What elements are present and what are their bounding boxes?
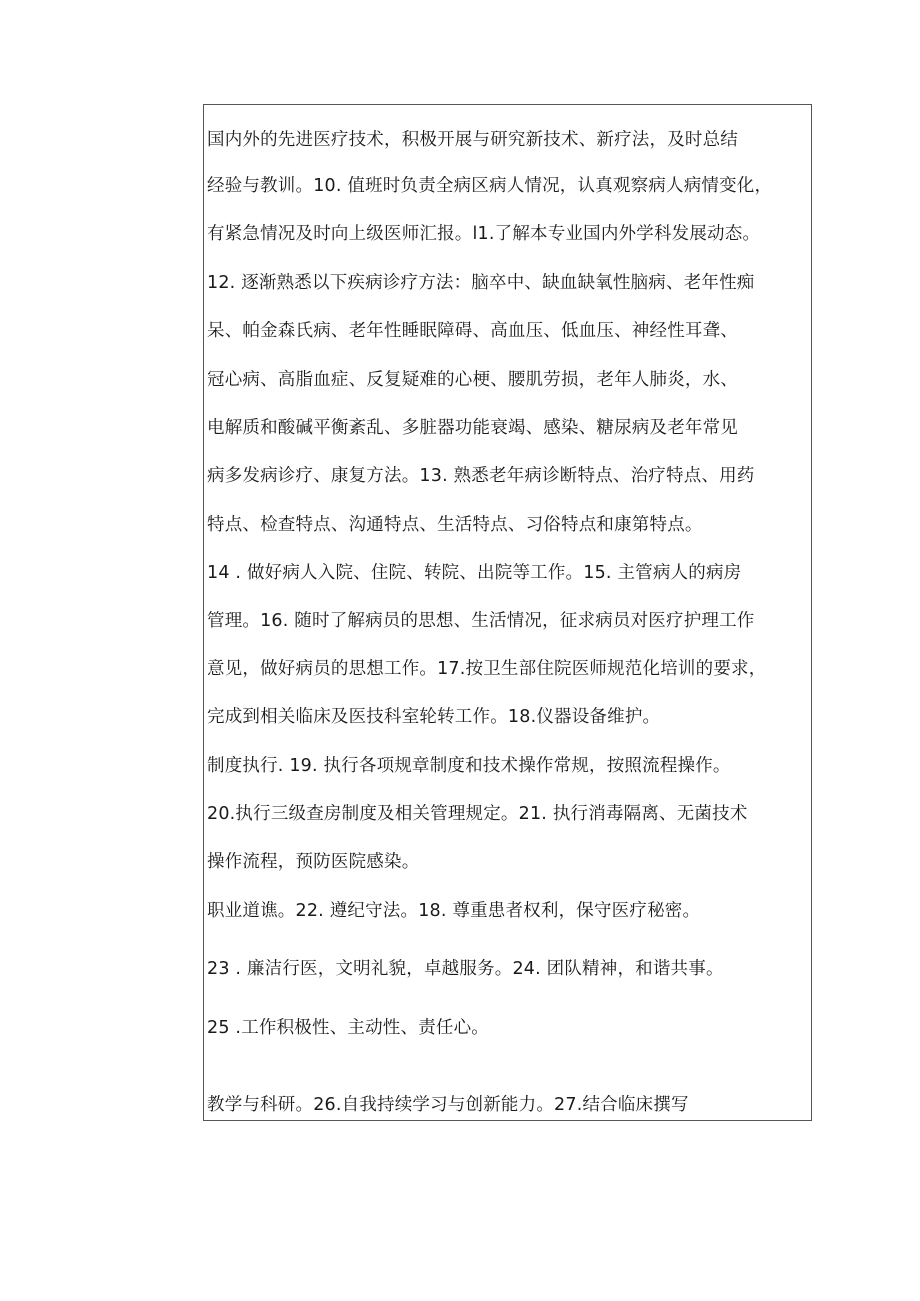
text-line: 教学与科研。26.自我持续学习与创新能力。27.结合临床撰写 [207, 1095, 689, 1115]
text-line: 14 . 做好病人入院、住院、转院、出院等工作。15. 主管病人的病房 [207, 563, 742, 583]
text-line: 25 .工作积极性、主动性、责任心。 [207, 1018, 489, 1038]
text-line: 23 . 廉洁行医，文明礼貌，卓越服务。24. 团队精神，和谐共事。 [207, 959, 724, 979]
text-line: 呆、帕金森氏病、老年性睡眠障碍、高血压、低血压、神经性耳聋、 [207, 321, 738, 341]
text-line: 管理。16. 随时了解病员的思想、生活情况，征求病员对医疗护理工作 [207, 611, 755, 631]
text-line: 冠心病、高脂血症、反复疑难的心梗、腰肌劳损，老年人肺炎，水、 [207, 370, 738, 390]
text-line: 意见，做好病员的思想工作。17.按卫生部住院医师规范化培训的要求， [207, 659, 767, 679]
text-line: 病多发病诊疗、康复方法。13. 熟悉老年病诊断特点、治疗特点、用药 [207, 466, 755, 486]
text-line: 电解质和酸碱平衡紊乱、多脏器功能衰竭、感染、糖尿病及老年常见 [207, 418, 738, 438]
text-line: 有紧急情况及时向上级医师汇报。l1.了解本专业国内外学科发展动态。 [207, 224, 761, 244]
text-line: 完成到相关临床及医技科室轮转工作。18.仪器设备维护。 [207, 707, 661, 727]
text-line: 制度执行. 19. 执行各项规章制度和技术操作常规，按照流程操作。 [207, 756, 731, 776]
text-line: 操作流程，预防医院感染。 [207, 852, 420, 872]
text-line: 国内外的先进医疗技术，积极开展与研究新技术、新疗法，及时总结 [207, 130, 738, 150]
text-line: 12. 逐渐熟悉以下疾病诊疗方法：脑卒中、缺血缺氧性脑病、老年性痴 [207, 273, 755, 293]
text-line: 经验与教训。10. 值班时负责全病区病人情况，认真观察病人病情变化， [207, 176, 773, 196]
text-line: 职业道谯。22. 遵纪守法。18. 尊重患者权利，保守医疗秘密。 [207, 901, 701, 921]
text-line: 20.执行三级查房制度及相关管理规定。21. 执行消毒隔离、无菌技术 [207, 804, 748, 824]
text-line: 特点、检查特点、沟通特点、生活特点、习俗特点和康第特点。 [207, 515, 703, 535]
